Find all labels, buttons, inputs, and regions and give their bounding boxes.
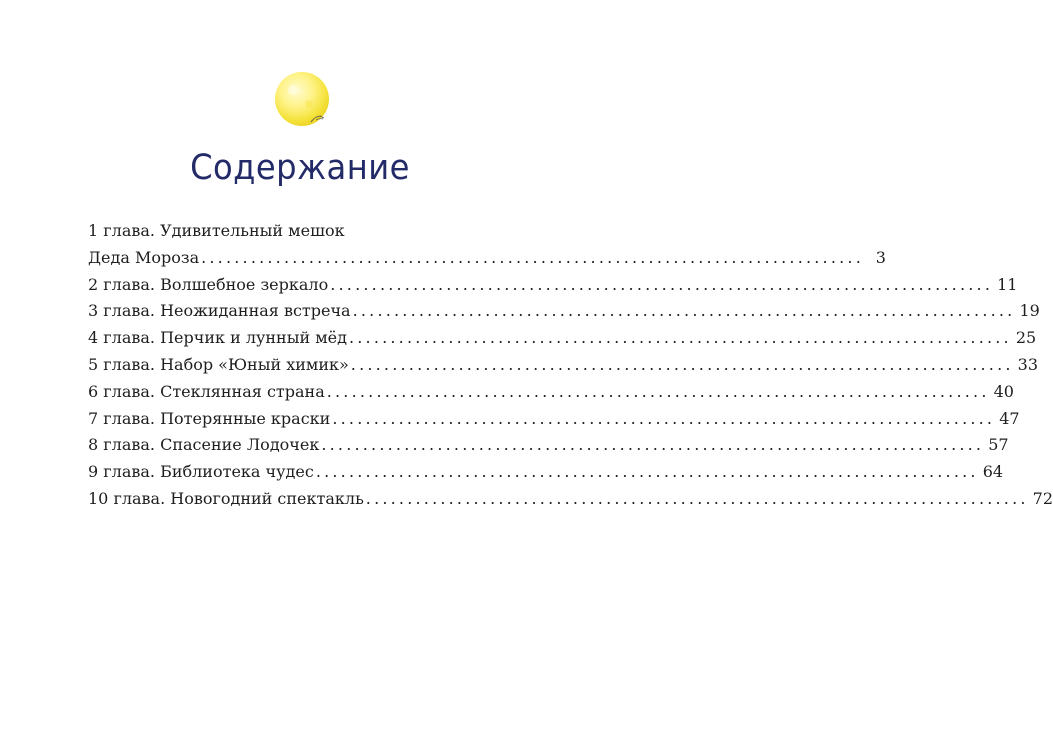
toc-dot-leader: ................................................................................: [201, 247, 864, 267]
toc-dot-leader: ................................................................................: [332, 408, 996, 428]
toc-dot-leader: ................................................................................: [326, 381, 990, 401]
toc-entry-page: 25: [1015, 328, 1037, 348]
toc-entry-page: 64: [982, 462, 1004, 482]
toc-entry-page: 57: [988, 435, 1009, 455]
toc-entry-label: 5 глава. Набор «Юный химик»: [88, 354, 349, 374]
toc-entry-page: 47: [999, 408, 1020, 428]
toc-entry-label: 4 глава. Перчик и лунный мёд: [88, 328, 347, 348]
toc-entry-label: 1 глава. Удивительный мешок: [88, 221, 345, 240]
toc-entry-page: 11: [997, 274, 1018, 294]
toc-entry: [88, 486, 1053, 513]
toc-entry: [88, 379, 1014, 406]
toc-entry: [88, 272, 1018, 299]
toc-entry-page: 3: [875, 247, 886, 267]
toc-entry: [88, 432, 1009, 459]
page-title: Содержание: [190, 148, 410, 188]
table-of-contents: [88, 218, 1053, 513]
toc-entry-label: 10 глава. Новогодний спектакль: [88, 488, 364, 508]
toc-entry-page: 40: [993, 381, 1014, 401]
toc-entry-label: 6 глава. Стеклянная страна: [88, 381, 325, 401]
toc-dot-leader: ................................................................................: [350, 354, 1014, 374]
toc-dot-leader: ................................................................................: [330, 274, 994, 294]
toc-entry: [88, 352, 1039, 379]
toc-entry-label: 7 глава. Потерянные краски: [88, 408, 331, 428]
toc-entry-page: 33: [1017, 354, 1039, 374]
toc-dot-leader: ................................................................................: [315, 462, 979, 482]
toc-dot-leader: ................................................................................: [365, 488, 1029, 508]
toc-dot-leader: ................................................................................: [352, 301, 1016, 321]
moon-icon: [273, 70, 331, 128]
toc-entry: [88, 298, 1040, 325]
toc-entry-label: 9 глава. Библиотека чудес: [88, 462, 314, 482]
toc-entry-line: [88, 218, 490, 245]
toc-entry-label: 3 глава. Неожиданная встреча: [88, 301, 351, 321]
toc-entry: [88, 245, 886, 272]
toc-entry: [88, 459, 1004, 486]
toc-entry-page: 72: [1032, 488, 1053, 508]
toc-entry: [88, 406, 1020, 433]
toc-entry: [88, 325, 1037, 352]
toc-dot-leader: ................................................................................: [348, 328, 1012, 348]
toc-entry-page: 19: [1019, 301, 1040, 321]
toc-entry-label: 2 глава. Волшебное зеркало: [88, 274, 329, 294]
toc-dot-leader: ................................................................................: [321, 435, 985, 455]
toc-entry-label: 8 глава. Спасение Лодочек: [88, 435, 320, 455]
toc-entry-label: Деда Мороза: [88, 247, 200, 267]
